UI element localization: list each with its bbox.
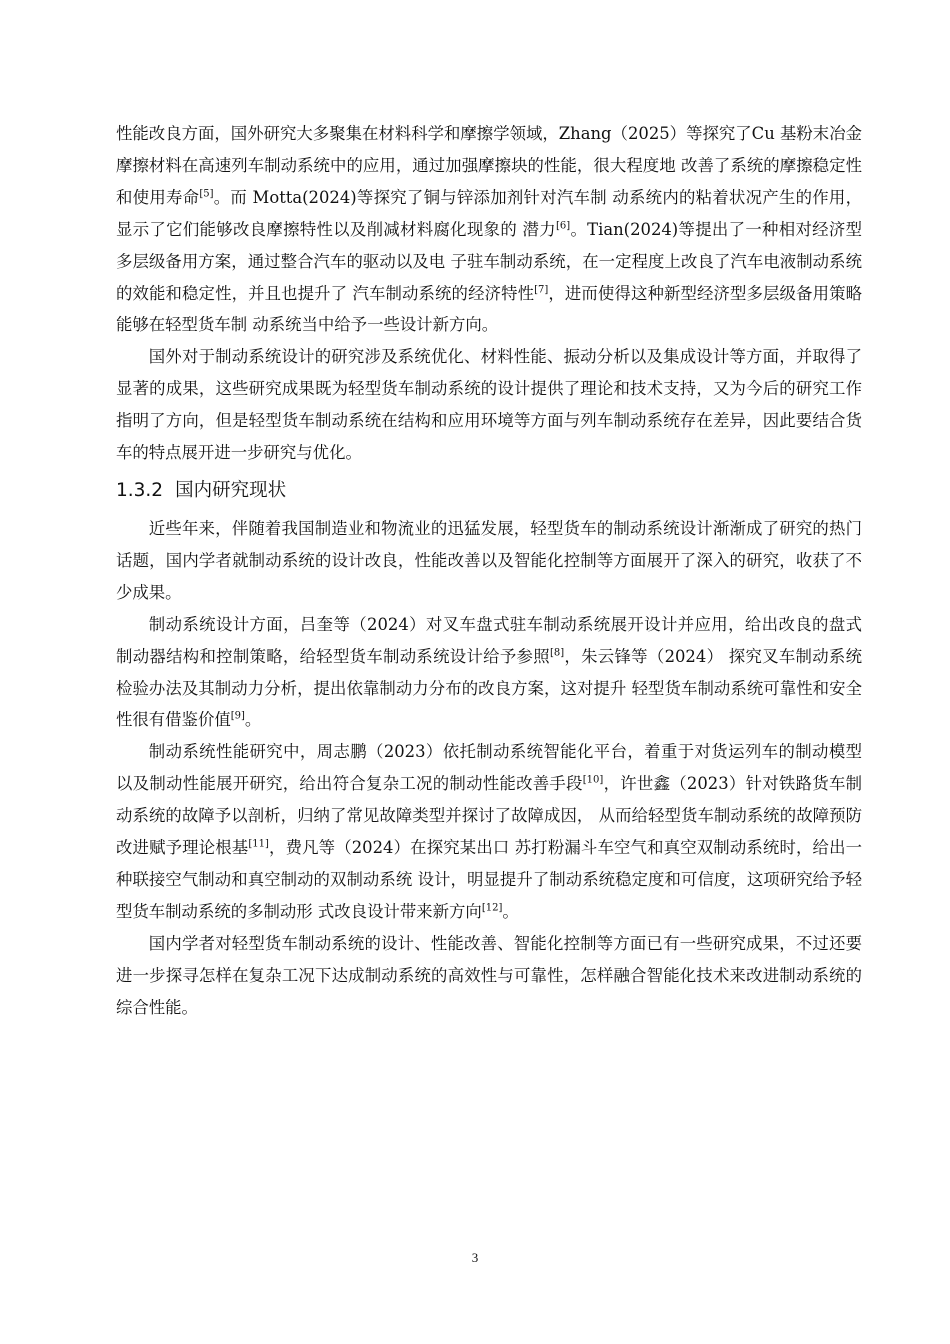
- paragraph-text: 制动系统设计方面，吕奎等（2024）对叉车盘式驻车制动系统展开设计并应用，给出改良的盘式制动器结构和控制策略，给轻型货车制动系统设计给予参照: [116, 614, 862, 666]
- paragraph-text: ，进而使得这种新型经济型多层级备用策略能够在轻型货车制 动系统当中给予一些设计新方向。: [116, 283, 862, 335]
- paragraph-text: 性能改良方面，国外研究大多聚集在材料科学和摩擦学领域，Zhang（2025）等探究了Cu 基粉末冶金摩擦材料在高速列车制动系统中的应用，通过加强摩擦块的性能，很大程度地 改善了系统的摩擦稳定性和使用寿命: [116, 124, 862, 207]
- page-number: 3: [471, 1250, 479, 1265]
- citation-12: [12]: [481, 902, 503, 914]
- paragraph-domestic-performance: [116, 736, 862, 927]
- paragraph-text: 国外对于制动系统设计的研究涉及系统优化、材料性能、振动分析以及集成设计等方面，并取得了显著的成果，这些研究成果既为轻型货车制动系统的设计提供了理论和技术支持，又为今后的研究工作指明了方向，但是轻型货车制动系统在结构和应用环境等方面与列车制动系统存在差异，因此要结合货车的特点展开进一步研究与优化。: [116, 347, 862, 463]
- paragraph-text: 。Tian(2024)等提出了一种相对经济型多层级备用方案，通过整合汽车的驱动以及电 子驻车制动系统，在一定程度上改良了汽车电液制动系统的效能和稳定性，并且也提升了 汽车制动系统的经济特性: [116, 219, 862, 303]
- citation-5: [5]: [199, 188, 214, 200]
- citation-11: [11]: [248, 838, 269, 850]
- paragraph-text: ，朱云锋等（2024） 探究叉车制动系统检验办法及其制动力分析，提出依靠制动力分布的改良方案，这对提升 轻型货车制动系统可靠性和安全性很有借鉴价值: [116, 646, 862, 730]
- citation-8: [8]: [549, 647, 565, 659]
- citation-9: [9]: [230, 710, 245, 722]
- paragraph-foreign-summary: [116, 341, 862, 469]
- section-heading: [116, 475, 862, 507]
- paragraph-text: ，费凡等（2024）在探究某出口 苏打粉漏斗车空气和真空双制动系统时，给出一种联接空气制动和真空制动的双制动系统 设计，明显提升了制动系统稳定度和可信度，这项研究给予轻型货车制动系统的多制动形 式改良设计带来新方向: [116, 838, 863, 921]
- paragraph-domestic-summary: [116, 928, 862, 1024]
- section-number: 1.3.2: [116, 479, 164, 501]
- citation-6: [6]: [555, 220, 571, 232]
- citation-7: [7]: [534, 284, 549, 296]
- paragraph-text: 近些年来，伴随着我国制造业和物流业的迅猛发展，轻型货车的制动系统设计渐渐成了研究的热门话题，国内学者就制动系统的设计改良，性能改善以及智能化控制等方面展开了深入的研究，收获了不少成果。: [116, 518, 862, 602]
- section-title: 国内研究现状: [175, 479, 287, 501]
- paragraph-foreign-performance: [116, 118, 862, 341]
- paragraph-domestic-design: [116, 609, 862, 737]
- citation-10: [10]: [582, 774, 604, 786]
- paragraph-text: 。而 Motta(2024)等探究了铜与锌添加剂针对汽车制 动系统内的粘着状况产生的作用，显示了它们能够改良摩擦特性以及削减材料腐化现象的 潜力: [116, 187, 862, 239]
- paragraph-text: ，许世鑫（2023）针对铁路货车制动系统的故障予以剖析，归纳了常见故障类型并探讨了故障成因， 从而给轻型货车制动系统的故障预防改进赋予理论根基: [116, 774, 862, 858]
- paragraph-text: 。: [502, 901, 519, 921]
- paragraph-text: 制动系统性能研究中，周志鹏（2023）依托制动系统智能化平台，着重于对货运列车的制动模型以及制动性能展开研究，给出符合复杂工况的制动性能改善手段: [116, 742, 862, 794]
- page-body: [116, 118, 862, 1023]
- paragraph-text: 。: [244, 710, 262, 730]
- paragraph-domestic-intro: [116, 513, 862, 609]
- paragraph-text: 国内学者对轻型货车制动系统的设计、性能改善、智能化控制等方面已有一些研究成果，不过还要进一步探寻怎样在复杂工况下达成制动系统的高效性与可靠性，怎样融合智能化技术来改进制动系统的综合性能。: [116, 933, 862, 1017]
